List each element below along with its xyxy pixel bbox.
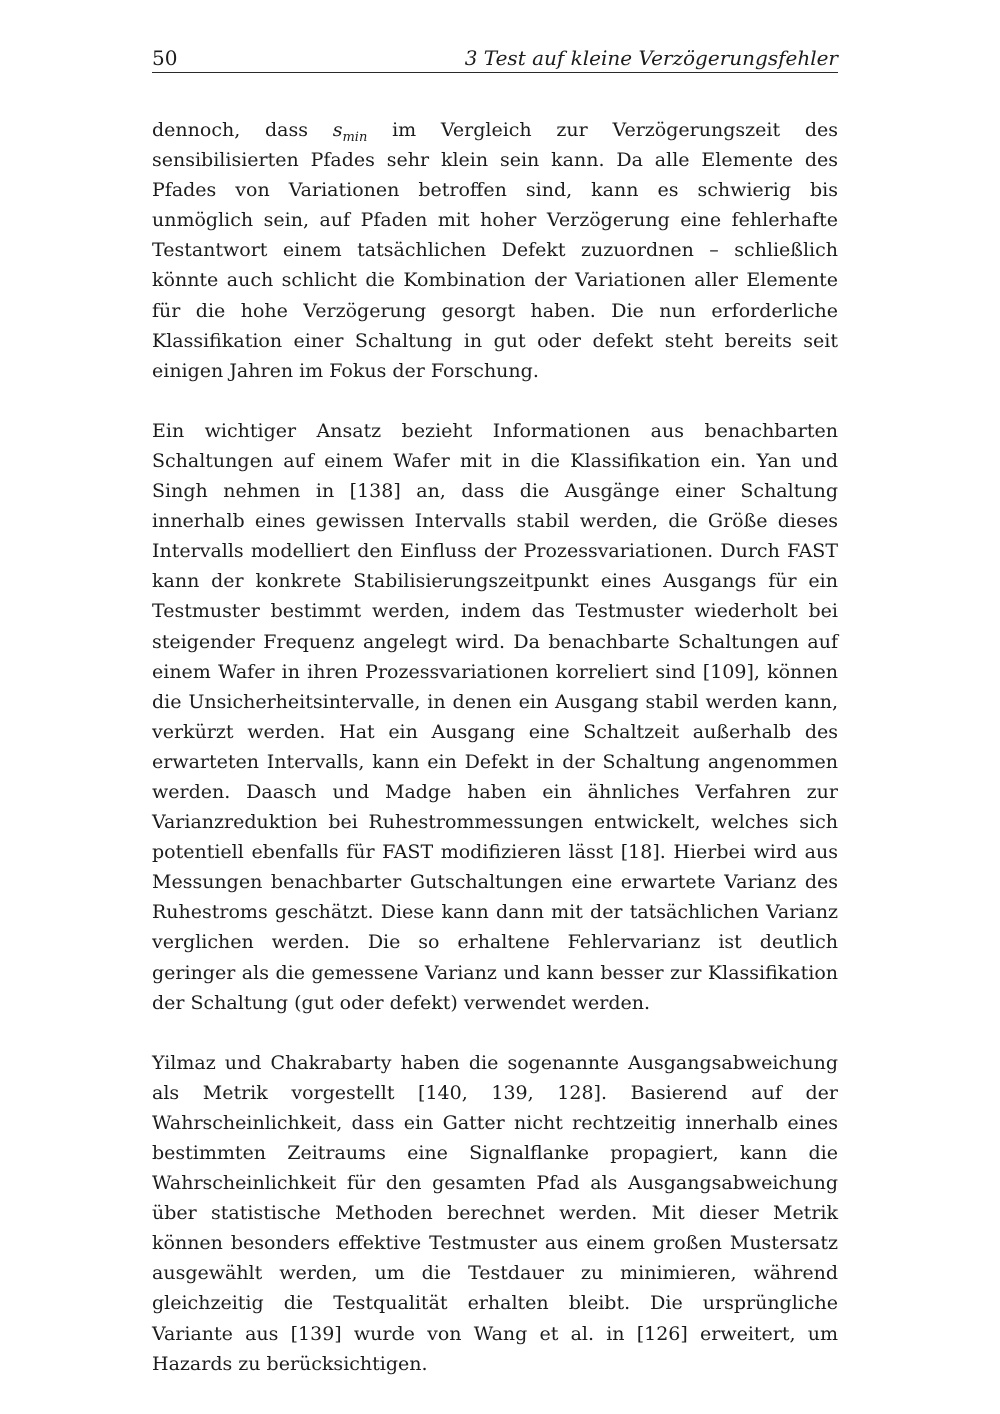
chapter-title: 3 Test auf kleine Verzögerungsfehler (464, 46, 838, 70)
math-symbol-subscript: min (342, 129, 368, 145)
paragraph-text-before-symbol: dennoch, dass (152, 119, 333, 141)
running-header (152, 44, 838, 73)
paragraph: Ein wichtiger Ansatz bezieht Informationen aus benachbarten Schaltungen auf einem Wafer mit in die Klassifikation ein. Yan und Singh nehmen in [138] an, dass die Ausgänge einer Schaltung innerhalb eines gewissen Intervalls stabil werden, die Größe dieses Intervalls modelliert den Einfluss der Prozessvariationen. Durch FAST kann der konkrete Stabilisierungszeitpunkt eines Ausgangs für ein Testmuster bestimmt werden, indem das Testmuster wiederholt bei steigender Frequenz angelegt wird. Da benachbarte Schaltungen auf einem Wafer in ihren Prozessvariationen korreliert sind [109], können die Unsicherheitsintervalle, in denen ein Ausgang stabil werden kann, verkürzt werden. Hat ein Ausgang eine Schaltzeit außerhalb des erwarteten Intervalls, kann ein Defekt in der Schaltung angenommen werden. Daasch und Madge haben ein ähnliches Verfahren zur Varianzreduktion bei Ruhestrommessungen entwickelt, welches sich potentiell ebenfalls für FAST modifizieren lässt [18]. Hierbei wird aus Messungen benachbarter Gutschaltungen eine erwartete Varianz des Ruhestroms geschätzt. Diese kann dann mit der tatsächlichen Varianz verglichen werden. Die so erhaltene Fehlervarianz ist deutlich geringer als die gemessene Varianz und kann besser zur Klassifikation der Schaltung (gut oder defekt) verwendet werden. (152, 419, 838, 1014)
page-number: 50 (152, 46, 178, 70)
paragraph-text-after-symbol: im Vergleich zur Verzögerungszeit des sensibilisierten Pfades sehr klein sein kann. Da alle Elemente des Pfades von Variationen betroffen sind, kann es schwierig bis unmöglich sein, auf Pfaden mit hoher Verzögerung eine fehlerhafte Testantwort einem tatsächlichen Defekt zuzuordnen – schließlich könnte auch schlicht die Kombination der Variationen aller Elemente für die hohe Verzögerung gesorgt haben. Die nun erforderliche Klassifikation einer Schaltung in gut oder defekt steht bereits seit einigen Jahren im Fokus der Forschung. (152, 119, 838, 382)
body-text (152, 115, 838, 1409)
paragraph (152, 115, 838, 386)
math-symbol-s-min (332, 119, 368, 145)
math-symbol-base: s (332, 119, 343, 141)
paragraph: Yilmaz und Chakrabarty haben die sogenannte Ausgangsabweichung als Metrik vorgestellt [140, 139, 128]. Basierend auf der Wahrscheinlichkeit, dass ein Gatter nicht rechtzeitig innerhalb eines bestimmten Zeitraums eine Signalflanke propagiert, kann die Wahrscheinlichkeit für den gesamten Pfad als Ausgangsabweichung über statistische Methoden berechnet werden. Mit dieser Metrik können besonders effektive Testmuster aus einem großen Mustersatz ausgewählt werden, um die Testdauer zu minimieren, während gleichzeitig die Testqualität erhalten bleibt. Die ursprüngliche Variante aus [139] wurde von Wang et al. in [126] erweitert, um Hazards zu berücksichtigen. (152, 1051, 838, 1375)
